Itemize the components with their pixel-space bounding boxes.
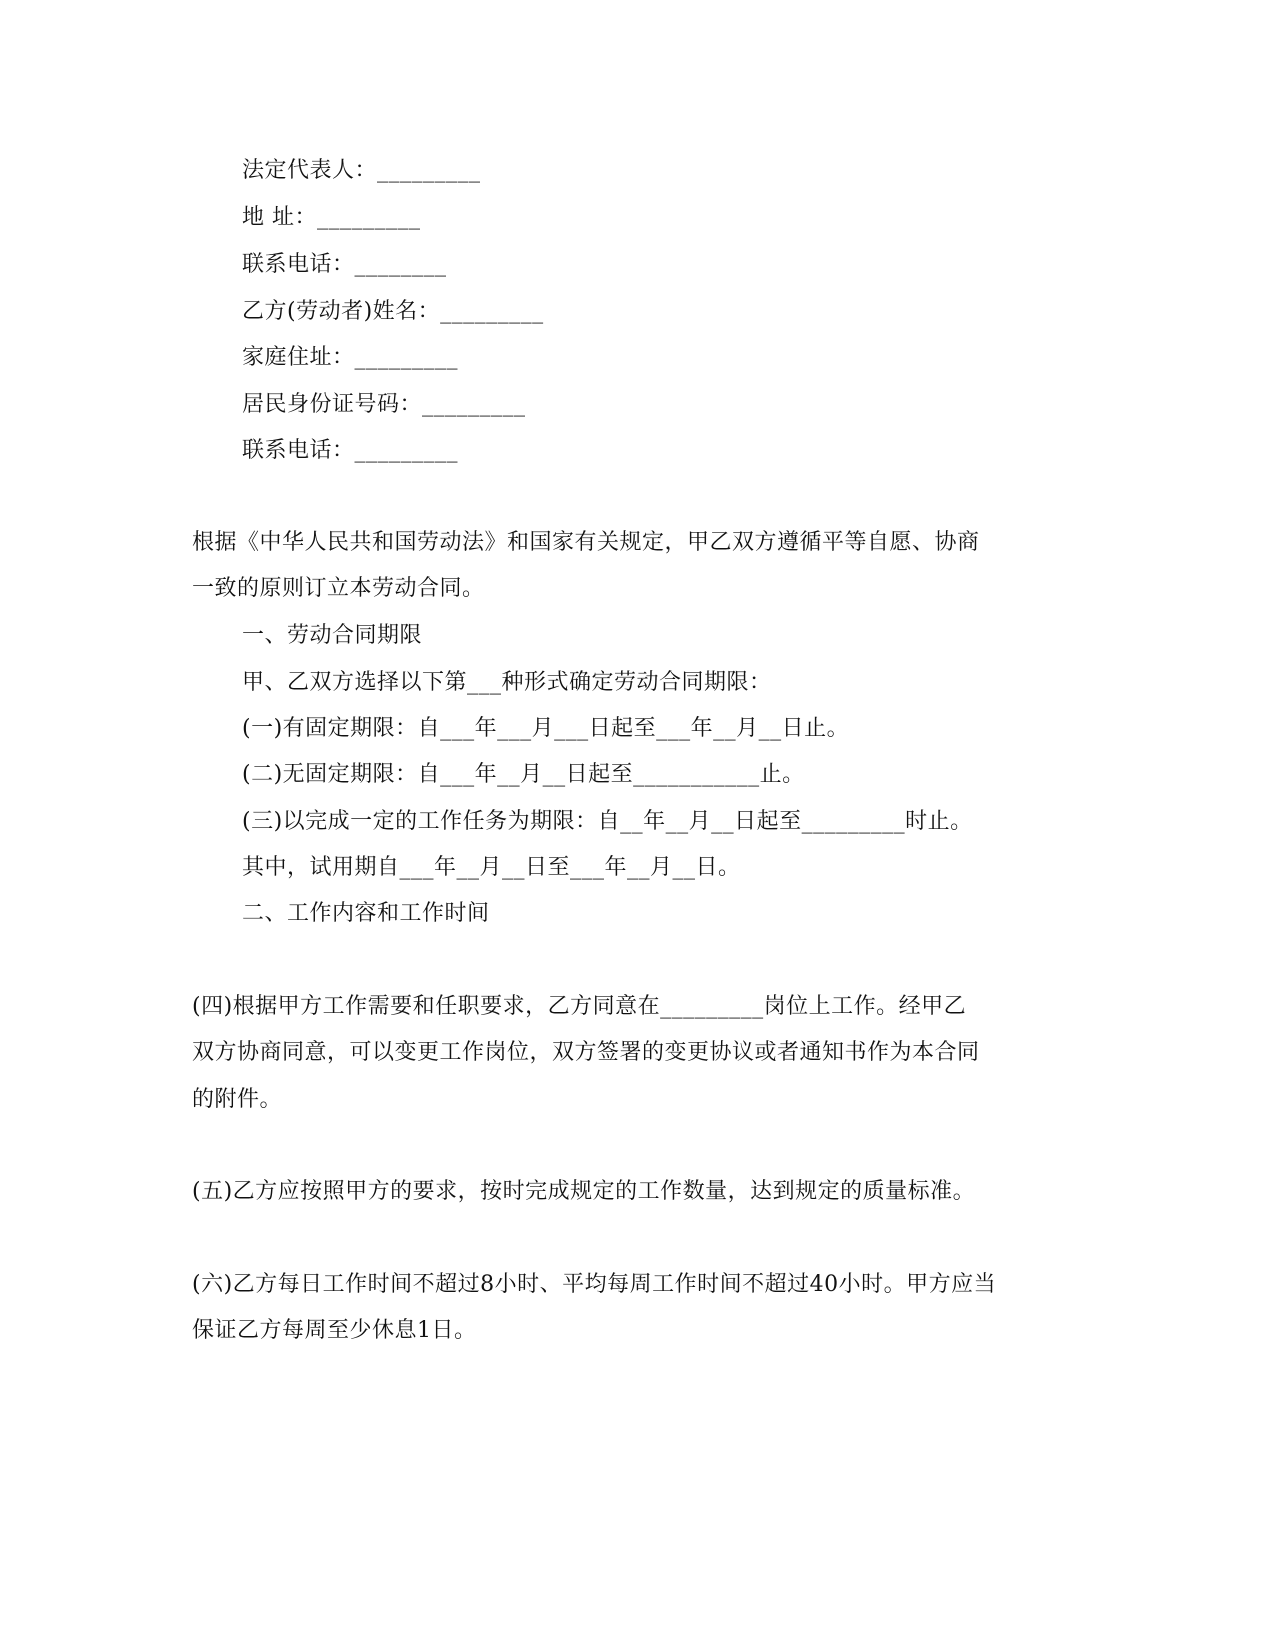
home-address-field: 家庭住址：_________	[242, 345, 459, 370]
party-b-phone-field: 联系电话：_________	[242, 438, 459, 463]
paragraph-4-line-1: (四)根据甲方工作需要和任职要求，乙方同意在_________岗位上工作。经甲乙	[192, 994, 967, 1019]
section-1-heading: 一、劳动合同期限	[242, 623, 423, 648]
legal-representative-field: 法定代表人：_________	[242, 158, 481, 183]
paragraph-4-line-2: 双方协商同意，可以变更工作岗位，双方签署的变更协议或者通知书作为本合同	[192, 1040, 980, 1065]
preamble-line-1: 根据《中华人民共和国劳动法》和国家有关规定，甲乙双方遵循平等自愿、协商	[192, 530, 980, 555]
preamble-line-2: 一致的原则订立本劳动合同。	[192, 576, 485, 601]
party-a-phone-field: 联系电话：________	[242, 252, 447, 277]
term-option-open: (二)无固定期限：自___年__月__日起至___________止。	[242, 762, 805, 787]
term-option-fixed: (一)有固定期限：自___年___月___日起至___年__月__日止。	[242, 716, 850, 741]
paragraph-6-line-2: 保证乙方每周至少休息1日。	[192, 1318, 477, 1343]
probation-line: 其中，试用期自___年__月__日至___年__月__日。	[242, 855, 741, 880]
paragraph-6-line-1: (六)乙方每日工作时间不超过8小时、平均每周工作时间不超过40小时。甲方应当	[192, 1272, 997, 1297]
section-2-heading: 二、工作内容和工作时间	[242, 901, 490, 926]
address-field: 地 址：_________	[242, 205, 421, 230]
paragraph-5: (五)乙方应按照甲方的要求，按时完成规定的工作数量，达到规定的质量标准。	[192, 1179, 976, 1204]
term-option-task: (三)以完成一定的工作任务为期限：自__年__月__日起至_________时止。	[242, 809, 973, 834]
paragraph-4-line-3: 的附件。	[192, 1087, 283, 1112]
party-b-name-field: 乙方(劳动者)姓名：_________	[242, 299, 544, 324]
id-number-field: 居民身份证号码：_________	[242, 392, 526, 417]
term-choice-line: 甲、乙双方选择以下第___种形式确定劳动合同期限：	[242, 670, 772, 695]
